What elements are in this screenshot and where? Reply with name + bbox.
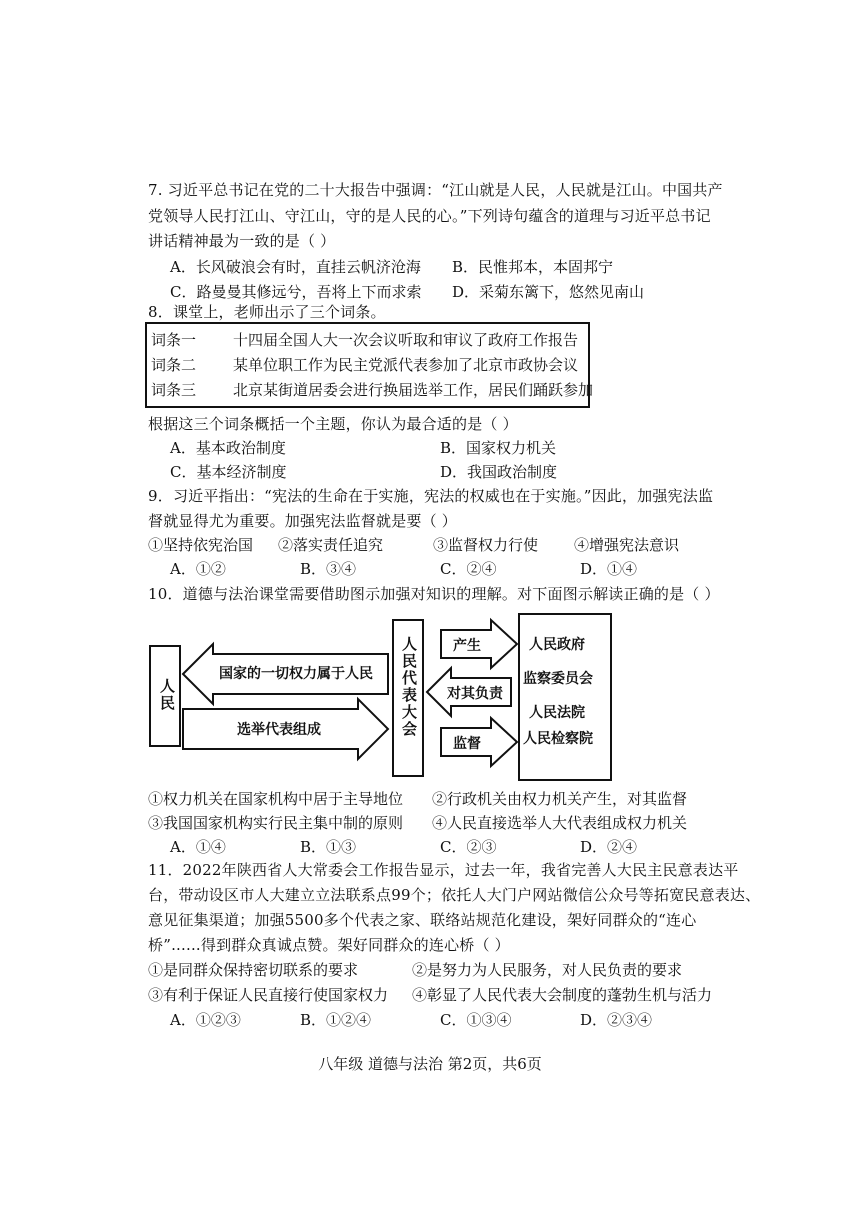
diagram-shapes [145, 606, 625, 786]
q9-option-a: A．①② [170, 560, 226, 578]
q11-stem-line-1: 11．2022年陕西省人大常委会工作报告显示，过去一年，我省完善人大民主民意表达平 [148, 861, 739, 879]
q9-stem-line-2: 督就显得尤为重要。加强宪法监督就是要（ ） [148, 512, 457, 530]
q9-item-3: ③监督权力行使 [433, 536, 539, 554]
q7-stem-line-2: 党领导人民打江山、守江山，守的是人民的心。”下列诗句蕴含的道理与习近平总书记 [148, 207, 711, 225]
q11-stem-line-3: 意见征集渠道；加强5500多个代表之家、联络站规范化建设，架好同群众的“连心 [148, 911, 697, 929]
q8-option-c: C．基本经济制度 [170, 463, 287, 481]
q11-item-4: ④彰显了人民代表大会制度的蓬勃生机与活力 [412, 986, 713, 1004]
q10-stem: 10．道德与法治课堂需要借助图示加强对知识的理解。对下面图示解读正确的是（ ） [148, 585, 720, 603]
arrow-top-label: 国家的一切权力属于人民 [219, 666, 373, 682]
q9-item-2: ②落实责任追究 [278, 536, 384, 554]
q10-option-b: B．①③ [300, 838, 357, 856]
q8-entry-2-text: 某单位职工作为民主党派代表参加了北京市政协会议 [233, 356, 579, 374]
q11-item-1: ①是同群众保持密切联系的要求 [148, 961, 359, 979]
q8-entry-3-text: 北京某街道居委会进行换届选举工作，居民们踊跃参加 [233, 381, 594, 399]
q8-entry-2-label: 词条二 [151, 356, 197, 374]
q10-option-c: C．②③ [440, 838, 497, 856]
q8-stem: 8．课堂上，老师出示了三个词条。 [148, 303, 386, 321]
q10-option-a: A．①④ [170, 838, 226, 856]
q8-entry-1-text: 十四届全国人大一次会议听取和审议了政府工作报告 [233, 331, 579, 349]
q11-item-3: ③有利于保证人民直接行使国家权力 [148, 986, 389, 1004]
q7-stem-line-3: 讲话精神最为一致的是（ ） [148, 232, 336, 250]
q11-option-a: A．①②③ [170, 1011, 241, 1029]
q8-entry-1-label: 词条一 [151, 331, 197, 349]
q8-option-a: A．基本政治制度 [170, 439, 286, 457]
people-label: 人民 [158, 678, 176, 712]
organ-supervisory-commission: 监察委员会 [523, 671, 593, 687]
arrow-bottom-label: 选举代表组成 [237, 722, 321, 738]
q11-option-d: D．②③④ [580, 1011, 653, 1029]
q9-stem-line-1: 9．习近平指出：“宪法的生命在于实施，宪法的权威也在于实施。”因此，加强宪法监 [148, 487, 714, 505]
q8-option-b: B．国家权力机关 [440, 439, 557, 457]
page-footer: 八年级 道德与法治 第2页，共6页 [318, 1055, 542, 1073]
q11-option-b: B．①②④ [300, 1011, 372, 1029]
responsible-label: 对其负责 [447, 686, 503, 702]
q11-stem-line-2: 台，带动设区市人大建立立法联系点99个；依托人大门户网站微信公众号等拓宽民意表达、 [148, 886, 761, 904]
q10-item-3: ③我国国家机构实行民主集中制的原则 [148, 814, 404, 832]
q11-stem-line-4: 桥”......得到群众真诚点赞。架好同群众的连心桥（ ） [148, 936, 510, 954]
q10-item-1: ①权力机关在国家机构中居于主导地位 [148, 790, 404, 808]
q8-entries-box [145, 322, 594, 408]
q9-item-1: ①坚持依宪治国 [148, 536, 254, 554]
q8-question: 根据这三个词条概括一个主题，你认为最合适的是（ ） [148, 415, 518, 433]
q10-item-2: ②行政机关由权力机关产生，对其监督 [432, 790, 688, 808]
q8-entry-3-label: 词条三 [151, 381, 197, 399]
q11-item-2: ②是努力为人民服务，对人民负责的要求 [412, 961, 683, 979]
q9-option-c: C．②④ [440, 560, 497, 578]
organ-court: 人民法院 [529, 705, 585, 721]
q7-option-d: D．采菊东篱下，悠然见南山 [452, 283, 645, 301]
q7-option-b: B．民惟邦本，本固邦宁 [452, 258, 614, 276]
q9-option-b: B．③④ [300, 560, 357, 578]
supervise-label: 监督 [453, 736, 481, 752]
q7-stem-line-1: 7. 习近平总书记在党的二十大报告中强调：“江山就是人民，人民就是江山。中国共产 [148, 181, 723, 199]
q9-option-d: D．①④ [580, 560, 638, 578]
q7-option-c: C．路曼曼其修远兮，吾将上下而求索 [170, 283, 422, 301]
organ-procuratorate: 人民检察院 [523, 731, 593, 747]
q10-item-4: ④人民直接选举人大代表组成权力机关 [432, 814, 688, 832]
q8-option-d: D．我国政治制度 [440, 463, 558, 481]
q9-item-4: ④增强宪法意识 [574, 536, 680, 554]
npc-label: 人民代表大会 [400, 636, 418, 738]
q10-option-d: D．②④ [580, 838, 638, 856]
q11-option-c: C．①③④ [440, 1011, 512, 1029]
organ-government: 人民政府 [529, 637, 585, 653]
q7-option-a: A．长风破浪会有时，直挂云帆济沧海 [170, 258, 421, 276]
produce-label: 产生 [453, 638, 481, 654]
q10-diagram [145, 606, 625, 786]
